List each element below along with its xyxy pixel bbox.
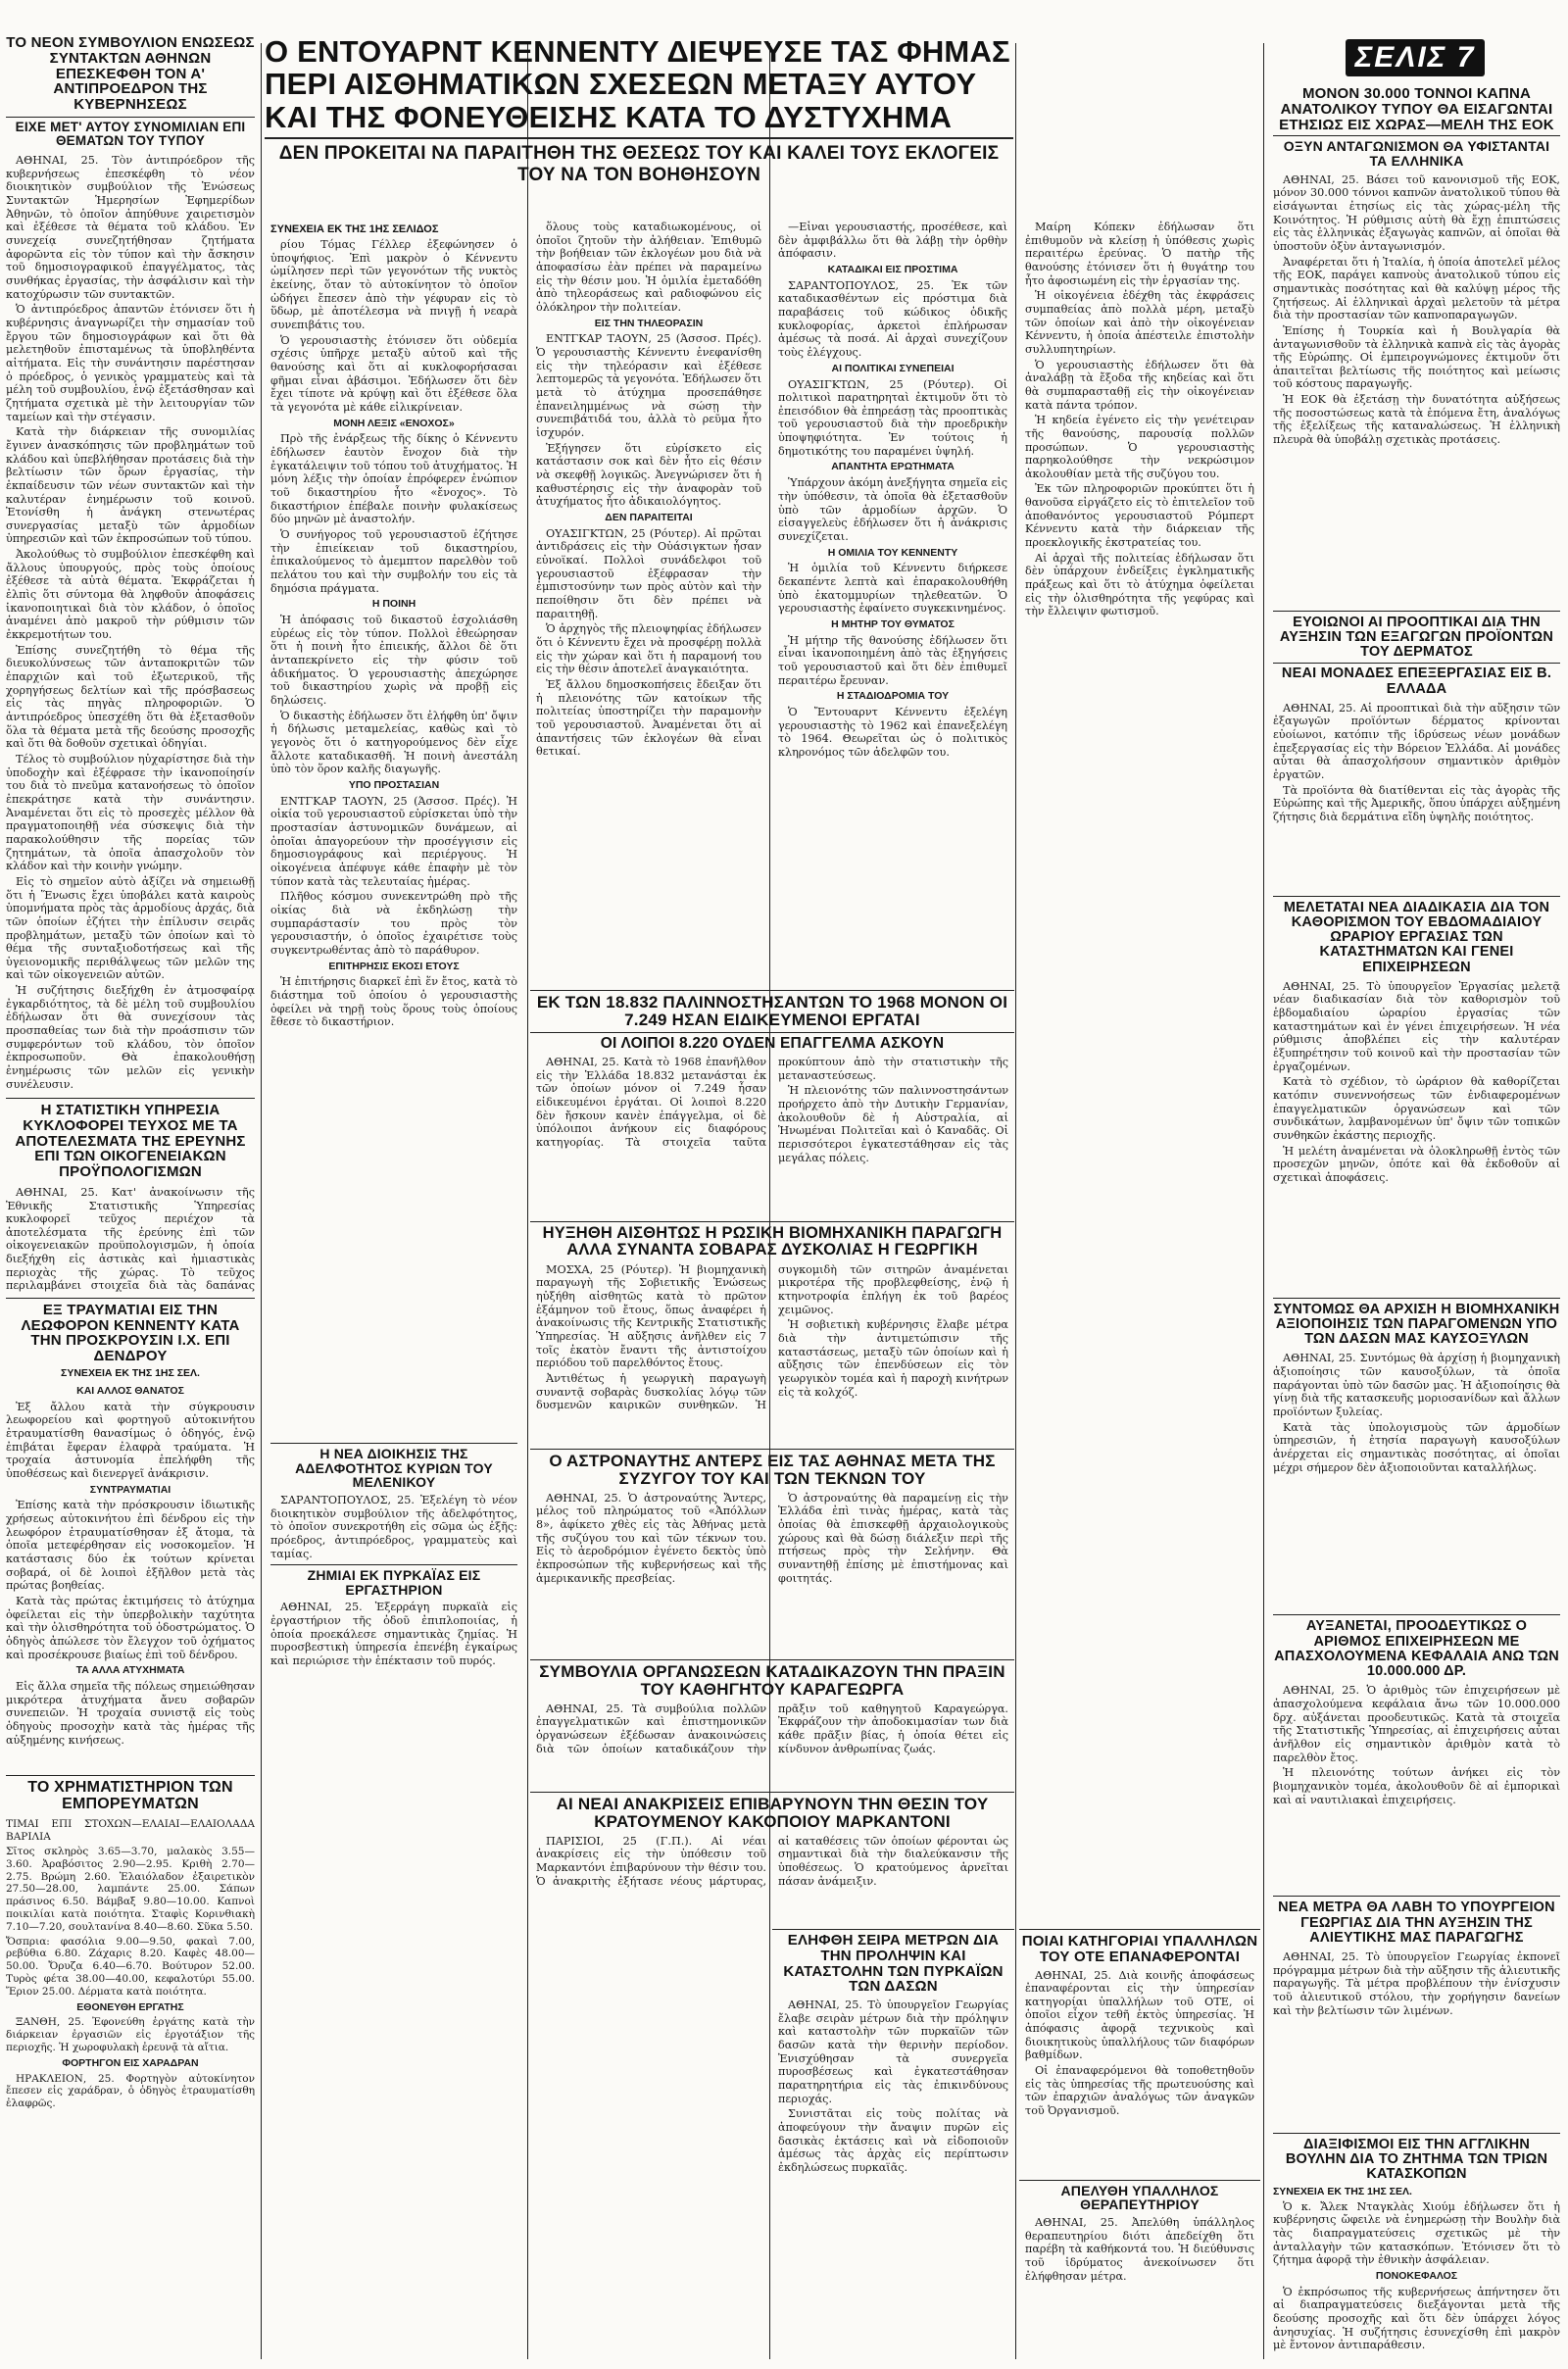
article-headline: ΕΛΗΦΘΗ ΣΕΙΡΑ ΜΕΤΡΩΝ ΔΙΑ ΤΗΝ ΠΡΟΛΗΨΙΝ ΚΑΙ ΚΑΤΑΣΤΟΛΗΝ ΤΩΝ ΠΥΡΚΑΪΩΝ ΤΩΝ ΔΑΣΩΝ: [783, 1932, 1004, 1996]
article-body: ΑΘΗΝΑΙ, 25. Τὰ συμβούλια πολλῶν ἐπαγγελματικῶν καὶ ἐπιστημονικῶν ὀργανώσεων ἐξέδωσαν ἀνακοινώσεις διὰ τῶν ὁποίων καταδικάζουν τὴν πρᾶξιν τοῦ καθηγητοῦ Καραγεώργα. Ἐκφράζουν τὴν ἀποδοκιμασίαν των διὰ κάθε πρᾶξιν βίας, ἡ ὁποία θέτει εἰς κίνδυνον ἀνθρωπίνας ζωάς.: [536, 1702, 1008, 1755]
article-headline: ΕΚ ΤΩΝ 18.832 ΠΑΛΙΝΝΟΣΤΗΣΑΝΤΩΝ ΤΟ 1968 ΜΟΝΟΝ ΟΙ 7.249 ΗΣΑΝ ΕΙΔΙΚΕΥΜΕΝΟΙ ΕΡΓΑΤΑΙ: [536, 993, 1008, 1029]
article-headline: ΣΥΝΤΟΜΩΣ ΘΑ ΑΡΧΙΣΗ Η ΒΙΟΜΗΧΑΝΙΚΗ ΑΞΙΟΠΟΙΗΣΙΣ ΤΩΝ ΠΑΡΑΓΟΜΕΝΩΝ ΥΠΟ ΤΩΝ ΔΑΣΩΝ ΜΑΣ ΚΑΥΣΟΞΥΛΩΝ: [1273, 1301, 1560, 1348]
article-headline: ΔΙΑΞΙΦΙΣΜΟΙ ΕΙΣ ΤΗΝ ΑΓΓΛΙΚΗΝ ΒΟΥΛΗΝ ΔΙΑ ΤΟ ΖΗΤΗΜΑ ΤΩΝ ΤΡΙΩΝ ΚΑΤΑΣΚΟΠΩΝ: [1285, 2137, 1548, 2183]
continued-label: ΣΥΝΕΧΕΙΑ ΕΚ ΤΗΣ 1ΗΣ ΣΕΛΙΔΟΣ: [270, 223, 439, 235]
article-subheadline: ΟΙ ΛΟΙΠΟΙ 8.220 ΟΥΔΕΝ ΕΠΑΓΓΕΛΜΑ ΑΣΚΟΥΝ: [530, 1032, 1014, 1052]
article-headline: ΗΥΞΗΘΗ ΑΙΣΘΗΤΩΣ Η ΡΩΣΙΚΗ ΒΙΟΜΗΧΑΝΙΚΗ ΠΑΡΑΓΩΓΗ ΑΛΛΑ ΣΥΝΑΝΤΑ ΣΟΒΑΡΑΣ ΔΥΣΚΟΛΙΑΣ Η ΓΕΩΡΓΙΚΗ: [542, 1224, 1003, 1259]
article-headline: ΖΗΜΙΑΙ ΕΚ ΠΥΡΚΑΪΑΣ ΕΙΣ ΕΡΓΑΣΤΗΡΙΟΝ: [270, 1564, 517, 1597]
article-body: ΑΘΗΝΑΙ, 25. Κατ' ἀνακοίνωσιν τῆς Ἐθνικῆς Στατιστικῆς Ὑπηρεσίας κυκλοφορεῖ τεῦχος περιέχον τὰ ἀποτελέσματα τῆς ἐρεύνης ἐπὶ τῶν οἰκογενειακῶν προϋπολογισμῶν, ἡ ὁποία διεξήχθη εἰς ἀστικὰς καὶ ἡμιαστικὰς περιοχὰς τῆς χώρας. Τὸ τεῦχος περιλαμβάνει στοιχεῖα διὰ τὰς δαπάνας: [6, 1185, 255, 1292]
forest-fire-article: [772, 1933, 1014, 2190]
article-headline: Η ΝΕΑ ΔΙΟΙΚΗΣΙΣ ΤΗΣ ΑΔΕΛΦΟΤΗΤΟΣ ΚΥΡΙΩΝ ΤΟΥ ΜΕΛΕΝΙΚΟΥ: [295, 1446, 493, 1491]
article-body: ΚΑΙ ΑΛΛΟΣ ΘΑΝΑΤΟΣ Ἐξ ἄλλου κατὰ τὴν σύγκρουσιν λεωφορείου καὶ φορτηγοῦ αὐτοκινήτου ἐτραυματίσθη θανασίμως ὁ ὁδηγός, ἐνῷ ἐπιβάται ἔφεραν ἐλαφρὰ τραύματα. Ἡ τροχαία ἀστυνομία ἐπελήφθη τῆς ὑποθέσεως καὶ διενεργεῖ ἀνάκρισιν. ΣΥΝΤΡΑΥΜΑΤΙΑΙ Ἐπίσης κατὰ τὴν πρόσκρουσιν ἰδιωτικῆς χρήσεως αὐτοκινήτου ἐπὶ δένδρου εἰς τὴν λεωφόρον ἐτραυματίσθησαν ἐξ ἄτομα, τὰ ὁποῖα μετεφέρθησαν εἰς νοσοκομεῖον. Ἡ κατάστασις δύο ἐκ τούτων κρίνεται σοβαρά, οἱ δὲ λοιποὶ ἐξῆλθον μετὰ τὰς πρώτας βοηθείας. Κατὰ τὰς πρώτας ἐκτιμήσεις τὸ ἀτύχημα ὀφείλεται εἰς τὴν ὑπερβολικὴν ταχύτητα καὶ τὴν ὀλισθηρότητα τοῦ ὁδοστρώματος. Ὁ ὁδηγὸς ἀπώλεσε τὸν ἔλεγχον τοῦ ὀχήματος καὶ προσέκρουσε βιαίως ἐπὶ τοῦ δένδρου. ΤΑ ΑΛΛΑ ΑΤΥΧΗΜΑΤΑ Εἰς ἄλλα σημεῖα τῆς πόλεως σημειώθησαν μικρότερα ἀτυχήματα ἄνευ σοβαρῶν συνεπειῶν. Ἡ τροχαία συνιστᾷ εἰς τοὺς ὁδηγοὺς προσοχὴν κατὰ τὰς ἡμέρας τῆς αὐξημένης κινήσεως.: [6, 1384, 255, 1747]
article-body: ΑΘΗΝΑΙ, 25. Ὁ ἀστροναύτης Ἄντερς, μέλος τοῦ πληρώματος τοῦ «Ἀπόλλων 8», ἀφίκετο χθὲς εἰς τὰς Ἀθήνας μετὰ τῆς συζύγου του καὶ τῶν τέκνων του. Εἰς τὸ ἀεροδρόμιον ἐγένετο δεκτὸς ὑπὸ ἐκπροσώπων τῆς κυβερνήσεως καὶ τῆς ἀμερικανικῆς πρεσβείας. Ὁ ἀστροναύτης θὰ παραμείνῃ εἰς τὴν Ἑλλάδα ἐπὶ τινὰς ἡμέρας, κατὰ τὰς ὁποίας θὰ ἐπισκεφθῇ ἀρχαιολογικοὺς χώρους καὶ θὰ δώσῃ διάλεξιν περὶ τῆς πτήσεως πρὸς τὴν Σελήνην. Θὰ συναντηθῇ ἐπίσης μὲ ἐπιστήμονας καὶ φοιτητάς.: [536, 1491, 1008, 1585]
article-body: ΑΘΗΝΑΙ, 25. Ἐξερράγη πυρκαϊὰ εἰς ἐργαστήριον τῆς ὁδοῦ ἐπιπλοποιίας, ἡ ὁποία προεκάλεσε σημαντικὰς ζημίας. Ἡ πυροσβεστικὴ ὑπηρεσία ἐπενέβη ἐγκαίρως καὶ περιώρισε τὴν ἐπέκτασιν τοῦ πυρός.: [270, 1601, 517, 1668]
article-body: ΑΘΗΝΑΙ, 25. Βάσει τοῦ κανονισμοῦ τῆς ΕΟΚ, μόνον 30.000 τόννοι καπνῶν ἀνατολικοῦ τύπου θὰ εἰσάγωνται ἐτησίως εἰς τὰς χώρας-μέλη τῆς Κοινότητος. Ἡ ρύθμισις αὐτὴ θὰ ἔχῃ ἐπιπτώσεις εἰς τὰς ἑλληνικὰς ἐξαγωγὰς καπνῶν, αἱ ὁποῖαι θὰ ὑποστοῦν ὀξὺν ἀνταγωνισμόν. Ἀναφέρεται ὅτι ἡ Ἰταλία, ἡ ὁποία ἀποτελεῖ μέλος τῆς ΕΟΚ, παράγει καπνοὺς ἀνατολικοῦ τύπου εἰς σημαντικὰς ποσότητας καὶ θὰ καλύψῃ μέρος τῆς ζητήσεως. Αἱ ἑλληνικαὶ ἀρχαὶ μελετοῦν τὰ μέτρα διὰ τὴν προστασίαν τῶν καπνοπαραγωγῶν. Ἐπίσης ἡ Τουρκία καὶ ἡ Βουλγαρία θὰ ἀνταγωνισθοῦν τὰ ἑλληνικὰ καπνὰ εἰς τὰς ἀγορὰς τῆς Εὐρώπης. Οἱ ἐμπειρογνώμονες ἐκτιμοῦν ὅτι ἀπαιτεῖται βελτίωσις τῆς ποιότητος καὶ μείωσις τοῦ κόστους παραγωγῆς. Ἡ ΕΟΚ θὰ ἐξετάσῃ τὴν δυνατότητα αὐξήσεως τῆς ποσοστώσεως κατὰ τὰ ἑπόμενα ἔτη, ἀναλόγως τῆς ἐξελίξεως τῆς καταναλώσεως. Ἡ ἑλληνικὴ πλευρὰ θὰ ὑποβάλῃ σχετικὰς προτάσεις.: [1273, 173, 1560, 447]
article-body: ΑΘΗΝΑΙ, 25. Τὸν ἀντιπρόεδρον τῆς κυβερνήσεως ἐπεσκέφθη τὸ νέον διοικητικὸν συμβούλιον τῆς Ἑνώσεως Συντακτῶν Ἡμερησίων Ἐφημερίδων Ἀθηνῶν, τὸ ὁποῖον ἀπηύθυνε χαιρετισμὸν καὶ ἐξέθεσε τὰ θέματα τοῦ κλάδου. Ἐν συνεχείᾳ συνεζητήθησαν ζητήματα ἀφορῶντα εἰς τὸν τύπον καὶ τὴν ἄσκησιν τοῦ δημοσιογραφικοῦ ἐπαγγέλματος, τὰς συνθήκας ἐργασίας, τὴν ἀσφάλισιν καὶ τὴν κατοχύρωσιν τῶν συντακτῶν. Ὁ ἀντιπρόεδρος ἀπαντῶν ἐτόνισεν ὅτι ἡ κυβέρνησις ἀναγνωρίζει τὴν σημασίαν τοῦ ἔργου τῶν δημοσιογράφων καὶ ὅτι θὰ μελετηθοῦν ἐπισταμένως τὰ ὑποβληθέντα αἰτήματα. Εἰς τὴν συνάντησιν παρέστησαν ὁ πρόεδρος, ὁ γενικὸς γραμματεὺς καὶ τὰ μέλη τοῦ συμβουλίου, ἐνῷ ἐξετάσθησαν καὶ ζητήματα σχετικὰ μὲ τὴν λειτουργίαν τῶν ταμείων καὶ τὴν στέγασιν. Κατὰ τὴν διάρκειαν τῆς συνομιλίας ἔγινεν ἀνασκόπησις τῶν προβλημάτων τοῦ κλάδου καὶ ὑπεβλήθησαν προτάσεις διὰ τὴν βελτίωσιν τῶν ὅρων ἐργασίας, τὴν ἐκπαίδευσιν τῶν νέων συντακτῶν καὶ τὴν καλυτέραν ἐνημέρωσιν τοῦ κοινοῦ. Ἐτονίσθη ἡ ἀνάγκη στενωτέρας συνεργασίας μεταξὺ τῶν ἁρμοδίων ὑπηρεσιῶν καὶ τῶν ἐκπροσώπων τοῦ τύπου. Ἀκολούθως τὸ συμβούλιον ἐπεσκέφθη καὶ ἄλλους ὑπουργούς, πρὸς τοὺς ὁποίους ἐξέθεσε τὰ αὐτὰ θέματα. Ἐκφράζεται ἡ ἐλπὶς ὅτι σύντομα θὰ ληφθοῦν ἀποφάσεις ἱκανοποιητικαὶ διὰ τὸν κλάδον, ὁ ὁποῖος ἀναμένει ἀπὸ μακροῦ τὴν ρύθμισιν τῶν ἐκκρεμοτήτων του. Ἐπίσης συνεζητήθη τὸ θέμα τῆς διευκολύνσεως τῶν ἀνταποκριτῶν τῶν ἐπαρχιῶν καὶ τοῦ ἐξωτερικοῦ, τῆς χορηγήσεως δελτίων καὶ τῆς πρόσβασεως εἰς τὰς πηγὰς πληροφοριῶν. Ὁ ἀντιπρόεδρος ὑπεσχέθη ὅτι θὰ ἐξετασθοῦν ὅλα τὰ θέματα μετὰ τῆς δεούσης προσοχῆς καὶ ὅτι θὰ δοθοῦν σχετικαὶ ὁδηγίαι. Τέλος τὸ συμβούλιον ηὐχαρίστησε διὰ τὴν ὑποδοχὴν καὶ ἐξέφρασε τὴν ἱκανοποίησίν του διὰ τὸ πνεῦμα κατανοήσεως τὸ ὁποῖον ἐπεκράτησε κατὰ τὴν συνάντησιν. Ἀναμένεται ὅτι εἰς τὸ προσεχὲς μέλλον θὰ πραγματοποιηθῇ νέα σύσκεψις διὰ τὴν παρακολούθησιν τῆς πορείας τῶν ζητημάτων, τὰ ὁποῖα ἀπασχολοῦν τὸν κλάδον καὶ τὴν κοινὴν γνώμην. Εἰς τὸ σημεῖον αὐτὸ ἀξίζει νὰ σημειωθῇ ὅτι ἡ Ἕνωσις ἔχει ὑποβάλει κατὰ καιροὺς ὑπομνήματα πρὸς τὰς ἁρμοδίους ἀρχάς, διὰ τῶν ὁποίων ἐζήτει τὴν ἐπίλυσιν σειρᾶς προβλημάτων, μεταξὺ τῶν ὁποίων καὶ τὸ θέμα τῆς συνταξιοδοτήσεως καὶ τῆς ὑγειονομικῆς περιθάλψεως τῶν μελῶν της καὶ τῶν οἰκογενειῶν αὐτῶν. Ἡ συζήτησις διεξήχθη ἐν ἀτμοσφαίρᾳ ἐγκαρδιότητος, τὰ δὲ μέλη τοῦ συμβουλίου ἐδήλωσαν ὅτι θὰ συνεχίσουν τὰς προσπαθείας των διὰ τὴν προάσπισιν τῶν συμφερόντων τοῦ κλάδου, τὸν ὁποῖον ἐκπροσωποῦν. Θὰ ἐπακολουθήσῃ ἐνημέρωσις τῶν μελῶν εἰς γενικὴν συνέλευσιν.: [6, 154, 255, 1091]
ote-article: [1019, 1929, 1260, 2324]
column-divider: [1015, 43, 1016, 2359]
column-divider: [527, 43, 528, 2359]
article-headline: ΕΞ ΤΡΑΥΜΑΤΙΑΙ ΕΙΣ ΤΗΝ ΛΕΩΦΟΡΟΝ ΚΕΝΝΕΝΤΥ ΚΑΤΑ ΤΗΝ ΠΡΟΣΚΡΟΥΣΙΝ Ι.Χ. ΕΠΙ ΔΕΝΔΡΟΥ: [21, 1301, 240, 1365]
continued-label: ΣΥΝΕΧΕΙΑ ΕΚ ΤΗΣ 1ΗΣ ΣΕΛ.: [1273, 2185, 1412, 2197]
column-divider: [261, 43, 262, 2359]
article-body: —Εἶναι γερουσιαστής, προσέθεσε, καὶ δὲν ἀμφιβάλλω ὅτι θὰ λάβῃ τὴν ὀρθὴν ἀπόφασιν. ΚΑΤΑΔΙΚΑΙ ΕΙΣ ΠΡΟΣΤΙΜΑ ΣΑΡΑΝΤΟΠΟΥΛΟΣ, 25. Ἐκ τῶν καταδικασθέντων εἰς πρόστιμα διὰ παραβάσεις τοῦ κώδικος ὁδικῆς κυκλοφορίας, ἀρκετοὶ ἐπλήρωσαν ἀμέσως τὰ ποσά. Αἱ ἀρχαὶ συνεχίζουν τοὺς ἐλέγχους. ΑΙ ΠΟΛΙΤΙΚΑΙ ΣΥΝΕΠΕΙΑΙ ΟΥΑΣΙΓΚΤΩΝ, 25 (Ρόυτερ). Οἱ πολιτικοὶ παρατηρηταὶ ἐκτιμοῦν ὅτι τὸ ἐπεισόδιον θὰ ἐπηρεάσῃ τὰς προοπτικὰς τοῦ γερουσιαστοῦ διὰ τὴν προεδρικὴν ὑποψηφιότητα. Ἐν τούτοις ἡ δημοτικότης του παραμένει ὑψηλή. ΑΠΑΝΤΗΤΑ ΕΡΩΤΗΜΑΤΑ Ὑπάρχουν ἀκόμη ἀνεξήγητα σημεῖα εἰς τὴν ὑπόθεσιν, τὰ ὁποῖα θὰ ἐξετασθοῦν ὑπὸ τῶν ἁρμοδίων ἀρχῶν. Ὁ εἰσαγγελεὺς ἐδήλωσεν ὅτι ἡ ἀνάκρισις συνεχίζεται. Η ΟΜΙΛΙΑ ΤΟΥ ΚΕΝΝΕΝΤΥ Ἡ ὁμιλία τοῦ Κέννεντυ διήρκεσε δεκαπέντε λεπτὰ καὶ ἐπαρακολουθήθη ὑπὸ ἑκατομμυρίων τηλεθεατῶν. Ὁ γερουσιαστὴς ἐφαίνετο συγκεκινημένος. Η ΜΗΤΗΡ ΤΟΥ ΘΥΜΑΤΟΣ Ἡ μήτηρ τῆς θανούσης ἐδήλωσεν ὅτι εἶναι ἱκανοποιημένη ἀπὸ τὰς ἐξηγήσεις τοῦ γερουσιαστοῦ καὶ ὅτι δὲν ἐπιθυμεῖ περαιτέρω ἔρευναν. Η ΣΤΑΔΙΟΔΡΟΜΙΑ ΤΟΥ Ὁ Ἔντουαρντ Κέννεντυ ἐξελέγη γερουσιαστὴς τὸ 1962 καὶ ἐπανεξελέγη τὸ 1964. Θεωρεῖται ὡς ὁ πολιτικὸς κληρονόμος τῶν ἀδελφῶν του.: [778, 221, 1007, 760]
article-body: ΑΘΗΝΑΙ, 25. Ἀπελύθη ὑπάλληλος θεραπευτηρίου διότι ἀπεδείχθη ὅτι παρέβη τὰ καθήκοντά του. Ἡ διεύθυνσις τοῦ ἱδρύματος ἀνεκοίνωσεν ὅτι ἐλήφθησαν μέτρα.: [1025, 2215, 1254, 2283]
article-body: ΑΘΗΝΑΙ, 25. Διὰ κοινῆς ἀποφάσεως ἐπαναφέρονται εἰς τὴν ὑπηρεσίαν κατηγορίαι ὑπαλλήλων τοῦ ΟΤΕ, οἱ ὁποῖοι εἶχον τεθῆ ἐκτὸς ὑπηρεσίας. Ἡ ἀπόφασις ἀφορᾷ τεχνικοὺς καὶ διοικητικοὺς ὑπαλλήλους τῶν διαφόρων βαθμίδων. Οἱ ἐπαναφερόμενοι θὰ τοποθετηθοῦν εἰς τὰς ὑπηρεσίας τῆς πρωτευούσης καὶ τῶν ἐπαρχιῶν ἀναλόγως τῶν ἀναγκῶν τοῦ Ὀργανισμοῦ.: [1025, 1968, 1254, 2118]
article-headline: ΜΟΝΟΝ 30.000 ΤΟΝΝΟΙ ΚΑΠΝΑ ΑΝΑΤΟΛΙΚΟΥ ΤΥΠΟΥ ΘΑ ΕΙΣΑΓΩΝΤΑΙ ΕΤΗΣΙΩΣ ΕΙΣ ΧΩΡΑΣ—ΜΕΛΗ ΤΗΣ ΕΟΚ: [1279, 86, 1554, 133]
article-headline: ΕΥΟΙΩΝΟΙ ΑΙ ΠΡΟΟΠΤΙΚΑΙ ΔΙΑ ΤΗΝ ΑΥΞΗΣΙΝ ΤΩΝ ΕΞΑΓΩΓΩΝ ΠΡΟΪΟΝΤΩΝ ΤΟΥ ΔΕΡΜΑΤΟΣ: [1279, 614, 1554, 661]
article-headline: ΤΟ ΝΕΟΝ ΣΥΜΒΟΥΛΙΟΝ ΕΝΩΣΕΩΣ ΣΥΝΤΑΚΤΩΝ ΑΘΗΝΩΝ ΕΠΕΣΚΕΦΘΗ ΤΟΝ Α' ΑΝΤΙΠΡΟΕΔΡΟΝ ΤΗΣ ΚΥΒΕΡΝΗΣΕΩΣ: [6, 34, 255, 113]
article-subheadline: ΝΕΑΙ ΜΟΝΑΔΕΣ ΕΠΕΞΕΡΓΑΣΙΑΣ ΕΙΣ Β. ΕΛΛΑΔΑ: [1273, 663, 1560, 696]
article-body: ΑΘΗΝΑΙ, 25. Αἱ προοπτικαὶ διὰ τὴν αὔξησιν τῶν ἐξαγωγῶν προϊόντων δέρματος κρίνονται εὐοίωνοι, κατόπιν τῆς ἱδρύσεως νέων μονάδων ἐπεξεργασίας εἰς τὴν Βόρειον Ἑλλάδα. Αἱ μονάδες αὗται θὰ ἀπασχολήσουν σημαντικὸν ἀριθμὸν ἐργατῶν. Τὰ προϊόντα θὰ διατίθενται εἰς τὰς ἀγορὰς τῆς Εὐρώπης καὶ τῆς Ἀμερικῆς, ὅπου ὑπάρχει αὐξημένη ζήτησις διὰ δερμάτινα εἴδη ὑψηλῆς ποιότητος.: [1273, 701, 1560, 823]
article-body: ρίου Τόμας Γέλλερ ἐξεφώνησεν ὁ ὑποψήφιος. Ἐπὶ μακρὸν ὁ Κέννεντυ ὡμίλησεν περὶ τῶν γεγονότων τῆς νυκτὸς ἐκείνης, ὅταν τὸ αὐτοκίνητον τὸ ὁποῖον ὡδήγει ἔπεσεν ἀπὸ τὴν γέφυραν εἰς τὸ ὕδωρ, μὲ ἀποτέλεσμα νὰ πνιγῇ ἡ νεαρὰ συνεπιβάτις του. Ὁ γερουσιαστὴς ἐτόνισεν ὅτι οὐδεμία σχέσις ὑπῆρχε μεταξὺ αὐτοῦ καὶ τῆς θανούσης καὶ ὅτι αἱ κυκλοφορήσασαι φῆμαι εἶναι ἀβάσιμοι. Ἐδήλωσεν ὅτι δὲν ἔχει τίποτε νὰ κρύψῃ καὶ ὅτι ἐξέθεσε ὅλα τὰ γεγονότα μὲ κάθε εἰλικρίνειαν. ΜΟΝΗ ΛΕΞΙΣ «ΕΝΟΧΟΣ» Πρὸ τῆς ἐνάρξεως τῆς δίκης ὁ Κέννεντυ ἐδήλωσεν ἑαυτὸν ἔνοχον διὰ τὴν ἐγκατάλειψιν τοῦ τόπου τοῦ ἀτυχήματος. Ἡ μόνη λέξις τὴν ὁποίαν ἐπρόφερεν ἐνώπιον τοῦ δικαστηρίου ἦτο «ἔνοχος». Τὸ δικαστήριον ἐπέβαλε ποινὴν φυλακίσεως δύο μηνῶν μὲ ἀναστολήν. Ὁ συνήγορος τοῦ γερουσιαστοῦ ἐζήτησε τὴν ἐπιείκειαν τοῦ δικαστηρίου, ἐπικαλούμενος τὸ ἀμεμπτον παρελθὸν τοῦ πελάτου του καὶ τὴν συμβολήν του εἰς τὰ δημόσια πράγματα. Η ΠΟΙΝΗ Ἡ ἀπόφασις τοῦ δικαστοῦ ἐσχολιάσθη εὐρέως εἰς τὸν τύπον. Πολλοὶ ἐθεώρησαν ὅτι ἡ ποινὴ ἦτο ἐπιεικής, ἄλλοι δὲ ὅτι ἀνταπεκρίνετο εἰς τὴν φύσιν τοῦ ἀδικήματος. Ὁ γερουσιαστὴς ἀπεχώρησε τοῦ δικαστηρίου χωρὶς νὰ προβῇ εἰς δηλώσεις. Ὁ δικαστὴς ἐδήλωσεν ὅτι ἐλήφθη ὑπ' ὄψιν ἡ δήλωσις μεταμελείας, καθὼς καὶ τὸ γεγονὸς ὅτι ὁ κατηγορούμενος δὲν εἶχε ἄλλοτε καταδικασθῆ. Ἡ ποινὴ ἀνεστάλη ὑπὸ τὸν ὅρον καλῆς διαγωγῆς. ΥΠΟ ΠΡΟΣΤΑΣΙΑΝ ΕΝΤΓΚΑΡ ΤΑΟΥΝ, 25 (Άσσοσ. Πρές). Ἡ οἰκία τοῦ γερουσιαστοῦ εὑρίσκεται ὑπὸ τὴν προστασίαν ἀστυνομικῶν δυνάμεων, αἱ ὁποῖαι ἀπαγορεύουν τὴν προσέγγισιν εἰς δημοσιογράφους καὶ περιέργους. Ἡ οἰκογένεια ἀπέφυγε κάθε ἐπαφὴν μὲ τὸν τύπον κατὰ τὰς τελευταίας ἡμέρας. Πλῆθος κόσμου συνεκεντρώθη πρὸ τῆς οἰκίας διὰ νὰ ἐκδηλώσῃ τὴν συμπαράστασίν του πρὸς τὸν γερουσιαστήν, ὁ ὁποῖος ἐχαιρέτισε τοὺς συγκεντρωθέντας ἀπὸ τὸ παράθυρον. ΕΠΙΤΗΡΗΣΙΣ ΕΚΟΣΙ ΕΤΟΥΣ Ἡ ἐπιτήρησις διαρκεῖ ἐπὶ ἕν ἔτος, κατὰ τὸ διάστημα τοῦ ὁποίου ὁ γερουσιαστὴς ὀφείλει νὰ τηρῇ τοὺς ὅρους τοὺς ὁποίους ἔθεσε τὸ δικαστήριον.: [270, 238, 517, 1029]
center-left-column: [265, 221, 523, 2369]
lead-story-header: [265, 35, 1013, 185]
article-body: ΑΘΗΝΑΙ, 25. Κατὰ τὸ 1968 ἐπανῆλθον εἰς τὴν Ἑλλάδα 18.832 μετανάσται ἐκ τῶν ὁποίων μόνον οἱ 7.249 ἦσαν εἰδικευμένοι ἐργάται. Οἱ λοιποὶ 8.220 δὲν ἤσκουν κανὲν ἐπάγγελμα, οἱ δὲ ὑπόλοιποι ἀνήκουν εἰς διαφόρους κατηγορίας. Τὰ στοιχεῖα ταῦτα προκύπτουν ἀπὸ τὴν στατιστικὴν τῆς μεταναστεύσεως. Ἡ πλειονότης τῶν παλιννοστησάντων προήρχετο ἀπὸ τὴν Δυτικὴν Γερμανίαν, ἀκολουθοῦν δὲ ἡ Αὐστραλία, αἱ Ἡνωμέναι Πολιτεῖαι καὶ ὁ Καναδᾶς. Οἱ περισσότεροι ἐγκατεστάθησαν εἰς τὰς μεγάλας πόλεις.: [536, 1055, 1008, 1164]
article-body: Ὁ κ. Ἄλεκ Νταγκλὰς Χιούμ ἐδήλωσεν ὅτι ἡ κυβέρνησις ὤφειλε νὰ ἐνημερώσῃ τὴν Βουλὴν διὰ τὰς διαπραγματεύσεις σχετικῶς μὲ τὴν ἀνταλλαγὴν τῶν κατασκόπων. Ἐτόνισεν ὅτι τὸ ζήτημα ἀφορᾷ τὴν ἐθνικὴν ἀσφάλειαν. ΠΟΝΟΚΕΦΑΛΟΣ Ὁ ἐκπρόσωπος τῆς κυβερνήσεως ἀπήντησεν ὅτι αἱ διαπραγματεύσεις διεξάγονται μετὰ τῆς δεούσης προσοχῆς καὶ ὅτι δὲν ὑπάρχει λόγος ἀνησυχίας. Ἡ συζήτησις ἐσυνεχίσθη ἐπὶ μακρὸν μὲ ἔντονον ἀντιπαράθεσιν.: [1273, 2199, 1560, 2352]
article-body: ΑΘΗΝΑΙ, 25. Τὸ ὑπουργεῖον Γεωργίας ἔλαβε σειρὰν μέτρων διὰ τὴν πρόληψιν καὶ καταστολὴν τῶν πυρκαϊῶν τῶν δασῶν κατὰ τὴν θερινὴν περίοδον. Ἐνισχύθησαν τὰ συνεργεῖα πυροσβέσεως καὶ ἐγκατεστάθησαν παρατηρητήρια εἰς τὰς ἐπικινδύνους περιοχάς. Συνιστᾶται εἰς τοὺς πολίτας νὰ ἀποφεύγουν τὴν ἄναψιν πυρῶν εἰς δασικὰς ἐκτάσεις καὶ νὰ εἰδοποιοῦν ἀμέσως τὰς ἀρχὰς εἰς περίπτωσιν ἐκδηλώσεως πυρκαϊᾶς.: [778, 1999, 1008, 2174]
soviet-industry-article: [530, 1225, 1014, 1474]
article-body: ΠΑΡΙΣΙΟΙ, 25 (Γ.Π.). Αἱ νέαι ἀνακρίσεις εἰς τὴν ὑπόθεσιν τοῦ Μαρκαντόνι ἐπιβαρύνουν τὴν θέσιν του. Ὁ ἀνακριτὴς ἐξήτασε νέους μάρτυρας, αἱ καταθέσεις τῶν ὁποίων φέρονται ὡς σημαντικαὶ διὰ τὴν διαλεύκανσιν τῆς ὑποθέσεως. Ὁ κρατούμενος ἀρνεῖται πάσαν ἀνάμειξιν.: [536, 1834, 1008, 1888]
article-subheadline: ΕΙΧΕ ΜΕΤ' ΑΥΤΟΥ ΣΥΝΟΜΙΛΙΑΝ ΕΠΙ ΘΕΜΑΤΩΝ ΤΟΥ ΤΥΠΟΥ: [6, 117, 255, 148]
article-subheadline: ΟΞΥΝ ΑΝΤΑΓΩΝΙΣΜΟΝ ΘΑ ΥΦΙΣΤΑΝΤΑΙ ΤΑ ΕΛΛΗΝΙΚΑ: [1273, 135, 1560, 168]
page-number-badge: ΣΕΛΙΣ 7: [1268, 39, 1562, 76]
article-headline: ΑΙ ΝΕΑΙ ΑΝΑΚΡΙΣΕΙΣ ΕΠΙΒΑΡΥΝΟΥΝ ΤΗΝ ΘΕΣΙΝ ΤΟΥ ΚΡΑΤΟΥΜΕΝΟΥ ΚΑΚΟΠΟΙΟΥ ΜΑΡΚΑΝΤΟΝΙ: [556, 1795, 989, 1831]
column-divider: [1263, 43, 1264, 2359]
article-headline: ΤΟ ΧΡΗΜΑΤΙΣΤΗΡΙΟΝ ΤΩΝ ΕΜΠΟΡΕΥΜΑΤΩΝ: [27, 1778, 233, 1812]
article-body: ΑΘΗΝΑΙ, 25. Τὸ ὑπουργεῖον Ἐργασίας μελετᾷ νέαν διαδικασίαν διὰ τὸν καθορισμὸν τοῦ ἑβδομαδιαίου ὡραρίου ἐργασίας τῶν καταστημάτων καὶ ἐν γένει ἐπιχειρήσεων. Ἡ νέα ρύθμισις ἀποβλέπει εἰς τὴν καλυτέραν ἐξυπηρέτησιν τοῦ κοινοῦ καὶ τὴν προστασίαν τῶν ἐργαζομένων. Κατὰ τὸ σχέδιον, τὸ ὡράριον θὰ καθορίζεται κατόπιν συνεννοήσεως τῶν ἐνδιαφερομένων ἐπαγγελματικῶν ὀργανώσεων καὶ τῶν συνδικάτων, λαμβανομένων ὑπ' ὄψιν τῶν τοπικῶν συνθηκῶν ἑκάστης περιοχῆς. Ἡ μελέτη ἀναμένεται νὰ ὁλοκληρωθῇ ἐντὸς τῶν προσεχῶν μηνῶν, ὁπότε καὶ θὰ ἐκδοθοῦν αἱ σχετικαὶ ἀποφάσεις.: [1273, 979, 1560, 1184]
article-headline: ΑΥΞΑΝΕΤΑΙ, ΠΡΟΟΔΕΥΤΙΚΩΣ Ο ΑΡΙΘΜΟΣ ΕΠΙΧΕΙΡΗΣΕΩΝ ΜΕ ΑΠΑΣΧΟΛΟΥΜΕΝΑ ΚΕΦΑΛΑΙΑ ΑΝΩ ΤΩΝ 10.000.000 ΔΡ.: [1274, 1618, 1559, 1680]
migrants-article: [530, 994, 1014, 1175]
article-headline: Ο ΑΣΤΡΟΝΑΥΤΗΣ ΑΝΤΕΡΣ ΕΙΣ ΤΑΣ ΑΘΗΝΑΣ ΜΕΤΑ ΤΗΣ ΣΥΖΥΓΟΥ ΤΟΥ ΚΑΙ ΤΩΝ ΤΕΚΝΩΝ ΤΟΥ: [549, 1452, 996, 1488]
stock-listing: ΤΙΜΑΙ ΕΠΙ ΣΤΟΧΩΝ—ΕΛΑΙΑΙ—ΕΛΑΙΟΛΑΔΑ ΒΑΡΙΛΙΑ Σῖτος σκληρὸς 3.65—3.70, μαλακὸς 3.55—3.60. Ἀραβόσιτος 2.90—2.95. Κριθὴ 2.70—2.75. Βρώμη 2.60. Ἐλαιόλαδον ἐξαιρετικὸν 27.50—28.00, λαμπάντε 25.00. Σάπων πράσινος 6.50. Βάμβαξ 9.80—10.00. Καπνοὶ ποικιλίαι κατὰ ποιότητα. Σταφὶς Κορινθιακὴ 7.10—7.20, σουλτανίνα 8.40—8.60. Σῦκα 5.50. Ὄσπρια: φασόλια 9.00—9.50, φακαὶ 7.00, ρεβύθια 6.80. Ζάχαρις 8.20. Καφὲς 48.00—50.00. Ὄρυζα 6.40—6.70. Βούτυρον 52.00. Τυρὸς φέτα 38.00—40.00, κεφαλοτύρι 55.00. Ἔριον 25.00. Δέρματα κατὰ ποιότητα. ΕΘΟΝΕΥΘΗ ΕΡΓΑΤΗΣ ΞΑΝΘΗ, 25. Ἐφονεύθη ἐργάτης κατὰ τὴν διάρκειαν ἐργασιῶν εἰς ἐργοτάξιον τῆς περιοχῆς. Ἡ χωροφυλακὴ ἐρευνᾷ τὰ αἴτια. ΦΟΡΤΗΓΟΝ ΕΙΣ ΧΑΡΑΔΡΑΝ ΗΡΑΚΛΕΙΟΝ, 25. Φορτηγὸν αὐτοκίνητον ἔπεσεν εἰς χαράδραν, ὁ ὁδηγὸς ἐτραυματίσθη ἐλαφρῶς.: [6, 1818, 255, 2110]
article-body: ΑΘΗΝΑΙ, 25. Ὁ ἀριθμὸς τῶν ἐπιχειρήσεων μὲ ἀπασχολούμενα κεφάλαια ἄνω τῶν 10.000.000 δρχ. αὐξάνεται προοδευτικῶς. Κατὰ τὰ στοιχεῖα τῆς Στατιστικῆς Ὑπηρεσίας, αἱ ἐπιχειρήσεις αὗται ἀνῆλθον εἰς σημαντικὸν ἀριθμὸν κατὰ τὸ παρελθὸν ἔτος. Ἡ πλειονότης τούτων ἀνήκει εἰς τὸν βιομηχανικὸν τομέα, ἀκολουθοῦν δὲ αἱ ἐμπορικαὶ καὶ αἱ ναυτιλιακαὶ ἐπιχειρήσεις.: [1273, 1684, 1560, 1806]
article-headline: ΣΥΜΒΟΥΛΙΑ ΟΡΓΑΝΩΣΕΩΝ ΚΑΤΑΔΙΚΑΖΟΥΝ ΤΗΝ ΠΡΑΞΙΝ ΤΟΥ ΚΑΘΗΓΗΤΟΥ ΚΑΡΑΓΕΩΡΓΑ: [539, 1662, 1005, 1699]
article-headline: Η ΣΤΑΤΙΣΤΙΚΗ ΥΠΗΡΕΣΙΑ ΚΥΚΛΟΦΟΡΕΙ ΤΕΥΧΟΣ ΜΕ ΤΑ ΑΠΟΤΕΛΕΣΜΑΤΑ ΤΗΣ ΕΡΕΥΝΗΣ ΕΠΙ ΤΩΝ ΟΙΚΟΓΕΝΕΙΑΚΩΝ ΠΡΟΫΠΟΛΟΓΙΣΜΩΝ: [15, 1102, 246, 1181]
lead-subheadline: ΔΕΝ ΠΡΟΚΕΙΤΑΙ ΝΑ ΠΑΡΑΙΤΗΘΗ ΤΗΣ ΘΕΣΕΩΣ ΤΟΥ ΚΑΙ ΚΑΛΕΙ ΤΟΥΣ ΕΚΛΟΓΕΙΣ ΤΟΥ ΝΑ ΤΟΝ ΒΟΗΘΗΣΟΥΝ: [278, 143, 1000, 185]
article-body: ΑΘΗΝΑΙ, 25. Συντόμως θὰ ἀρχίσῃ ἡ βιομηχανικὴ ἀξιοποίησις τῶν καυσοξύλων, τὰ ὁποῖα παράγονται ὑπὸ τῶν δασῶν μας. Ἡ ἀξιοποίησις θὰ γίνῃ διὰ τῆς κατασκευῆς μοριοσανίδων καὶ ἄλλων προϊόντων ξυλείας. Κατὰ τὰς ὑπολογισμοὺς τῶν ἁρμοδίων ὑπηρεσιῶν, ἡ ἐτησία παραγωγὴ καυσοξύλων ἀνέρχεται εἰς σημαντικὰς ποσότητας, αἱ ὁποῖαι μέχρι σήμερον δὲν ἀξιοποιοῦνται καταλλήλως.: [1273, 1352, 1560, 1474]
lead-headline: Ο ΕΝΤΟΥΑΡΝΤ ΚΕΝΝΕΝΤΥ ΔΙΕΨΕΥΣΕ ΤΑΣ ΦΗΜΑΣ ΠΕΡΙ ΑΙΣΘΗΜΑΤΙΚΩΝ ΣΧΕΣΕΩΝ ΜΕΤΑΞΥ ΑΥΤΟΥ ΚΑΙ ΤΗΣ ΦΟΝΕΥΘΕΙΣΗΣ ΚΑΤΑ ΤΟ ΔΥΣΤΥΧΗΜΑ: [265, 34, 1010, 134]
article-headline: ΜΕΛΕΤΑΤΑΙ ΝΕΑ ΔΙΑΔΙΚΑΣΙΑ ΔΙΑ ΤΟΝ ΚΑΘΟΡΙΣΜΟΝ ΤΟΥ ΕΒΔΟΜΑΔΙΑΙΟΥ ΩΡΑΡΙΟΥ ΕΡΓΑΣΙΑΣ ΤΩΝ ΚΑΤΑΣΤΗΜΑΤΩΝ ΚΑΙ ΓΕΝΕΙ ΕΠΙΧΕΙΡΗΣΕΩΝ: [1283, 899, 1550, 975]
article-headline: ΑΠΕΛΥΘΗ ΥΠΑΛΛΗΛΟΣ ΘΕΡΑΠΕΥΤΗΡΙΟΥ: [1019, 2180, 1260, 2212]
continued-label: ΣΥΝΕΧΕΙΑ ΕΚ ΤΗΣ 1ΗΣ ΣΕΛ.: [61, 1366, 200, 1379]
article-body: ΑΘΗΝΑΙ, 25. Τὸ ὑπουργεῖον Γεωργίας ἐκπονεῖ πρόγραμμα μέτρων διὰ τὴν αὔξησιν τῆς ἁλιευτικῆς παραγωγῆς. Τὰ μέτρα προβλέπουν τὴν ἐνίσχυσιν τοῦ ἁλιευτικοῦ στόλου, τὴν χορήγησιν δανείων καὶ τὴν βελτίωσιν τῶν λιμένων.: [1273, 1950, 1560, 2017]
column-divider: [769, 43, 770, 2359]
article-body: ὅλους τοὺς καταδιωκομένους, οἱ ὁποῖοι ζητοῦν τὴν ἀλήθειαν. Ἐπιθυμῶ τὴν βοήθειαν τῶν ἐκλογέων μου διὰ νὰ ἀποφασίσω ἐὰν πρέπει νὰ παραμείνω εἰς τὴν θέσιν μου. Ἡ ὁμιλία ἐμεταδόθη ἀπὸ τηλεοράσεως καὶ ραδιοφώνου εἰς ὁλόκληρον τὴν πολιτείαν. ΕΙΣ ΤΗΝ ΤΗΛΕΟΡΑΣΙΝ ΕΝΤΓΚΑΡ ΤΑΟΥΝ, 25 (Άσσοσ. Πρές). Ὁ γερουσιαστὴς Κέννεντυ ἐνεφανίσθη εἰς τὴν τηλεόρασιν καὶ ἐξέθεσε λεπτομερῶς τὰ γεγονότα. Ἐδήλωσεν ὅτι μετὰ τὸ ἀτύχημα προσεπάθησε ἐπανειλημμένως νὰ σώσῃ τὴν συνεπιβάτιδά του, ἀλλὰ τὸ ρεῦμα ἦτο ἰσχυρόν. Ἐξήγησεν ὅτι εὑρίσκετο εἰς κατάστασιν σοκ καὶ δὲν ἦτο εἰς θέσιν νὰ σκεφθῇ λογικῶς. Ἀνεγνώρισεν ὅτι ἡ καθυστέρησις εἰς τὴν ἀναφορὰν τοῦ ἀτυχήματος ἦτο ἀδικαιολόγητος. ΔΕΝ ΠΑΡΑΙΤΕΙΤΑΙ ΟΥΑΣΙΓΚΤΩΝ, 25 (Ρόυτερ). Αἱ πρῶται ἀντιδράσεις εἰς τὴν Οὐάσιγκτων ἦσαν εὐνοϊκαί. Πολλοὶ συνάδελφοι τοῦ γερουσιαστοῦ ἐξέφρασαν τὴν ἐμπιστοσύνην των πρὸς αὐτὸν καὶ τὴν πεποίθησιν ὅτι δὲν πρέπει νὰ παραιτηθῇ. Ὁ ἀρχηγὸς τῆς πλειοψηφίας ἐδήλωσεν ὅτι ὁ Κέννεντυ ἔχει νὰ προσφέρῃ πολλὰ εἰς τὴν χώραν καὶ ὅτι ἡ παραμονή του εἰς τὴν θέσιν ἀποτελεῖ ἀναγκαιότητα. Ἐξ ἄλλου δημοσκοπήσεις ἔδειξαν ὅτι ἡ πλειονότης τῶν κατοίκων τῆς πολιτείας ὑποστηρίζει τὴν παραμονὴν τοῦ γερουσιαστοῦ. Ἀναμένεται ὅτι αἱ ἀπαντήσεις τῶν ἐκλογέων θὰ εἶναι θετικαί.: [536, 221, 761, 759]
article-headline: ΠΟΙΑΙ ΚΑΤΗΓΟΡΙΑΙ ΥΠΑΛΛΗΛΩΝ ΤΟΥ ΟΤΕ ΕΠΑΝΑΦΕΡΟΝΤΑΙ: [1021, 1933, 1258, 1965]
right-center-column: [1019, 221, 1260, 1926]
article-body: ΜΟΣΧΑ, 25 (Ρόυτερ). Ἡ βιομηχανικὴ παραγωγὴ τῆς Σοβιετικῆς Ἑνώσεως ηὐξήθη αἰσθητῶς κατὰ τὸ πρῶτον ἑξάμηνον τοῦ ἔτους, ὅπως ἀναφέρει ἡ ἀνακοίνωσις τῆς Κεντρικῆς Στατιστικῆς Ὑπηρεσίας. Ἡ αὔξησις ἀνῆλθεν εἰς 7 τοῖς ἑκατὸν ἔναντι τῆς ἀντιστοίχου περιόδου τοῦ παρελθόντος ἔτους. Ἀντιθέτως ἡ γεωργικὴ παραγωγὴ συναντᾷ σοβαρὰς δυσκολίας λόγῳ τῶν δυσμενῶν καιρικῶν συνθηκῶν. Ἡ συγκομιδὴ τῶν σιτηρῶν ἀναμένεται μικροτέρα τῆς προβλεφθείσης, ἐνῷ ἡ κτηνοτροφία ἐπλήγη ἐκ τοῦ βαρέος χειμῶνος. Ἡ σοβιετικὴ κυβέρνησις ἔλαβε μέτρα διὰ τὴν ἀντιμετώπισιν τῆς καταστάσεως, μεταξὺ τῶν ὁποίων καὶ ἡ αὔξησις τῶν ἐπενδύσεων εἰς τὸν γεωργικὸν τομέα καὶ ἡ παροχὴ κινήτρων εἰς τὰ κολχόζ.: [536, 1262, 1008, 1412]
right-column: [1267, 86, 1566, 2369]
article-body: Μαίρη Κόπεκν ἐδήλωσαν ὅτι ἐπιθυμοῦν νὰ κλείσῃ ἡ ὑπόθεσις χωρὶς περαιτέρω ἐρεύνας. Ὁ πατὴρ τῆς θανούσης ἐτόνισεν ὅτι ἡ θυγάτηρ του ἦτο ἀφοσιωμένη εἰς τὴν ἐργασίαν της. Ἡ οἰκογένεια ἐδέχθη τὰς ἐκφράσεις συμπαθείας ἀπὸ πολλὰ μέρη, μεταξὺ τῶν ὁποίων καὶ ἀπὸ τὴν οἰκογένειαν Κέννεντυ, ἡ ὁποία ἀπέστειλε ἐπιστολὴν συλλυπητηρίων. Ὁ γερουσιαστὴς ἐδήλωσεν ὅτι θὰ ἀναλάβῃ τὰ ἔξοδα τῆς κηδείας καὶ ὅτι θὰ συμπαρασταθῇ εἰς τὴν οἰκογένειαν κατὰ πάντα τρόπον. Ἡ κηδεία ἐγένετο εἰς τὴν γενέτειραν τῆς θανούσης, παρουσίᾳ πολλῶν προσώπων. Ὁ γερουσιαστὴς παρηκολούθησε τὴν νεκρώσιμον ἀκολουθίαν μετὰ τῆς συζύγου του. Ἐκ τῶν πληροφοριῶν προκύπτει ὅτι ἡ θανοῦσα εἰργάζετο εἰς τὸ ἐπιτελεῖον τοῦ ἀποθανόντος γερουσιαστοῦ Ρόμπερτ Κέννεντυ κατὰ τὴν διάρκειαν τῆς προεκλογικῆς ἐκστρατείας του. Αἱ ἀρχαὶ τῆς πολιτείας ἐδήλωσαν ὅτι δὲν ὑπάρχουν ἐνδείξεις ἐγκληματικῆς πράξεως καὶ ὅτι τὸ ἀτύχημα ὀφείλεται εἰς τὴν ὀλισθηρότητα τῆς γεφύρας καὶ τὴν ἔλλειψιν φωτισμοῦ.: [1025, 221, 1254, 618]
article-body: ΣΑΡΑΝΤΟΠΟΥΛΟΣ, 25. Ἐξελέγη τὸ νέον διοικητικὸν συμβούλιον τῆς ἀδελφότητος, τὸ ὁποῖον συνεκροτήθη εἰς σῶμα ὡς ἑξῆς: πρόεδρος, ἀντιπρόεδρος, γραμματεὺς καὶ ταμίας.: [270, 1494, 517, 1560]
astronaut-article: [530, 1453, 1014, 1693]
left-column: [0, 0, 261, 2369]
article-headline: ΝΕΑ ΜΕΤΡΑ ΘΑ ΛΑΒΗ ΤΟ ΥΠΟΥΡΓΕΙΟΝ ΓΕΩΡΓΙΑΣ ΔΙΑ ΤΗΝ ΑΥΞΗΣΙΝ ΤΗΣ ΑΛΙΕΥΤΙΚΗΣ ΜΑΣ ΠΑΡΑΓΩΓΗΣ: [1278, 1900, 1555, 1946]
